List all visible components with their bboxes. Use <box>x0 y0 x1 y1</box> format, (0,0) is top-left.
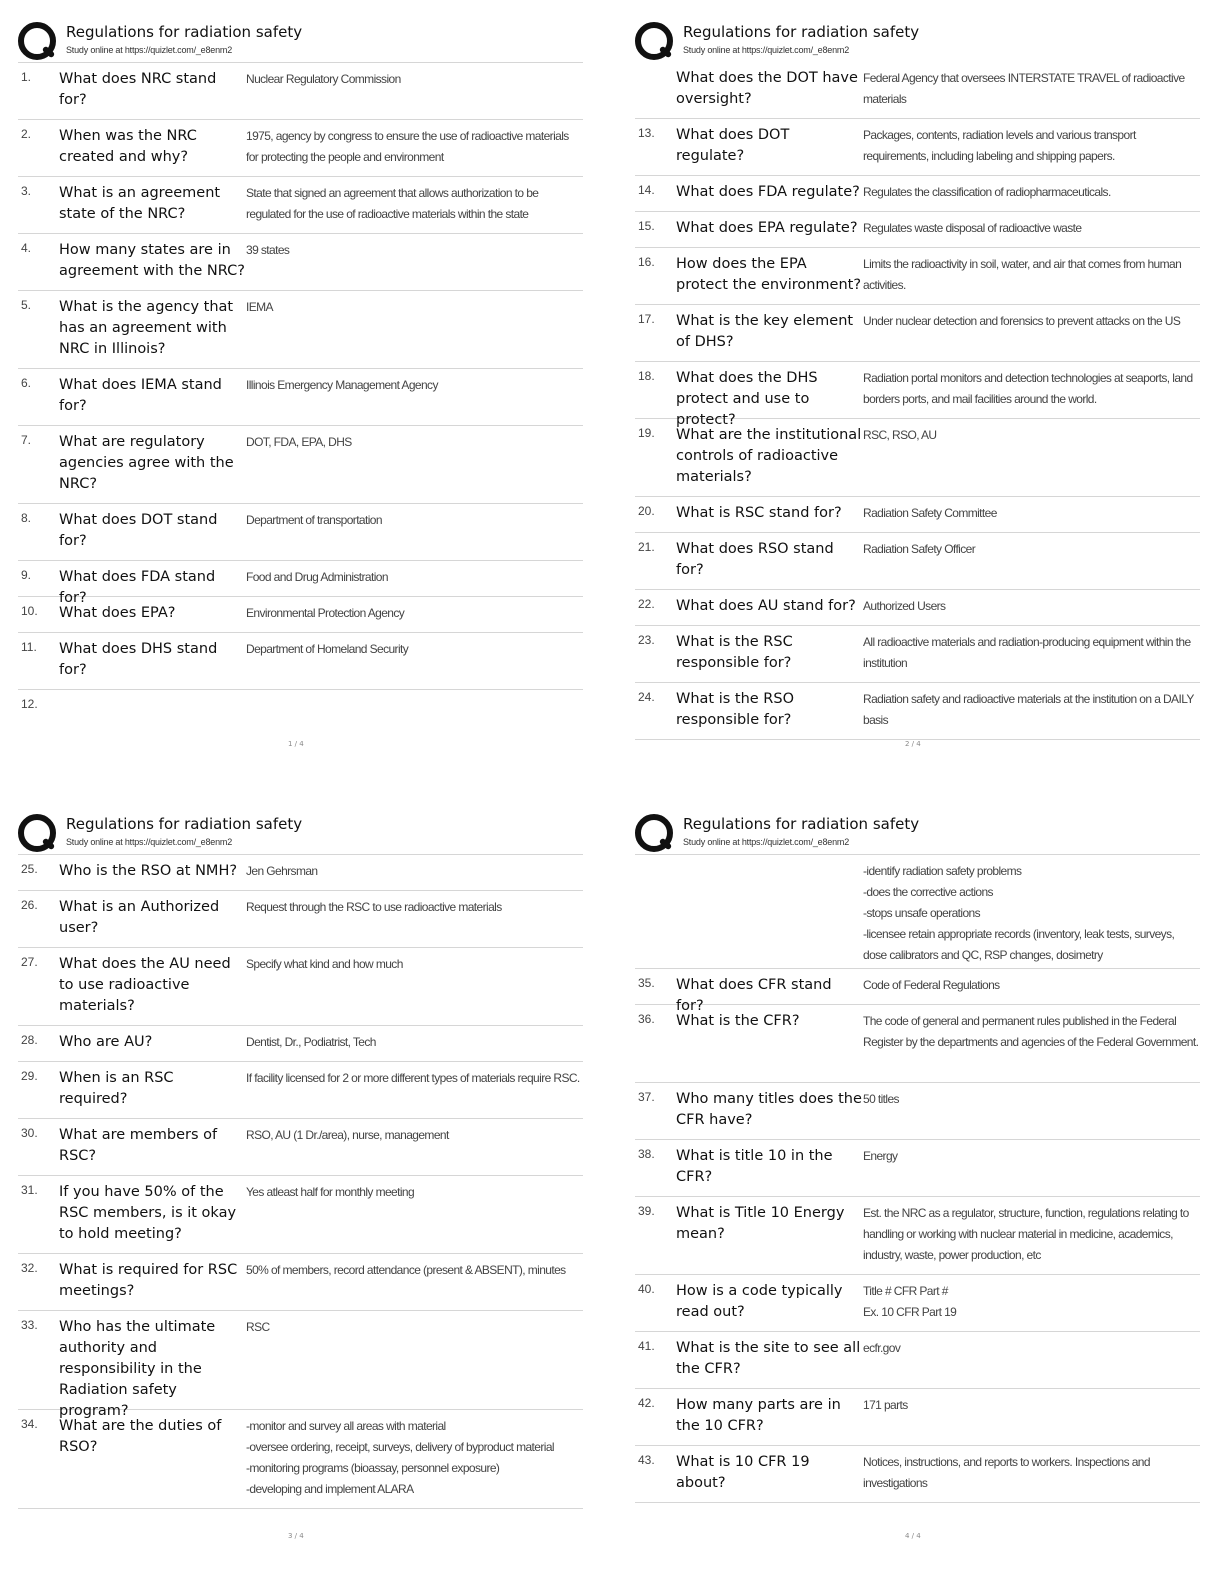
flashcard-row <box>635 626 1200 683</box>
flashcard-row <box>18 504 583 561</box>
card-definition: Federal Agency that oversees INTERSTATE TRAVEL of radioactive materials <box>863 71 1185 106</box>
card-number <box>635 68 676 118</box>
card-definition: 50% of members, record attendance (present & ABSENT), minutes <box>246 1263 566 1277</box>
card-definition: 171 parts <box>863 1398 908 1412</box>
flashcard-row <box>18 177 583 234</box>
flashcard-row <box>18 948 583 1026</box>
card-number: 37. <box>638 1090 655 1104</box>
card-number: 27. <box>21 955 38 969</box>
page-header <box>18 810 583 854</box>
card-definition: Radiation safety and radioactive materials at the institution on a DAILY basis <box>863 692 1194 727</box>
card-term: What does the AU need to use radioactive materials? <box>59 956 231 1014</box>
card-number: 30. <box>21 1126 38 1140</box>
flashcard-row <box>635 590 1200 626</box>
flashcard-row <box>635 1083 1200 1140</box>
card-number: 10. <box>21 604 38 618</box>
card-definition: Est. the NRC as a regulator, structure, function, regulations relating to handling or working with nuclear material in medicine, academics, industry, waste, power production, etc <box>863 1206 1189 1262</box>
card-number: 35. <box>638 976 655 990</box>
card-number: 18. <box>638 369 655 383</box>
card-term: How is a code typically read out? <box>676 1283 843 1320</box>
card-term: What is title 10 in the CFR? <box>676 1148 833 1185</box>
card-term: What is RSC stand for? <box>676 505 842 521</box>
card-number: 5. <box>21 298 32 312</box>
card-definition: Yes atleast half for monthly meeting <box>246 1185 415 1199</box>
page-header <box>635 18 1200 62</box>
flashcard-row <box>18 120 583 177</box>
card-term: What does EPA? <box>59 605 176 621</box>
card-term: When is an RSC required? <box>59 1070 174 1107</box>
flashcard-row <box>635 62 1200 119</box>
card-number: 34. <box>21 1417 38 1431</box>
flashcard-row <box>18 234 583 291</box>
card-number: 2. <box>21 127 32 141</box>
card-definition: 39 states <box>246 243 290 257</box>
card-number: 17. <box>638 312 655 326</box>
card-definition: Title # CFR Part # Ex. 10 CFR Part 19 <box>863 1284 957 1319</box>
card-term <box>676 861 862 968</box>
quizlet-logo-icon <box>18 22 56 60</box>
card-number: 1. <box>21 70 32 84</box>
card-definition: Department of Homeland Security <box>246 642 409 656</box>
flashcard-row <box>635 119 1200 176</box>
flashcard-row <box>18 1254 583 1311</box>
card-number: 26. <box>21 898 38 912</box>
flashcard-row <box>635 683 1200 740</box>
card-definition: Department of transportation <box>246 513 382 527</box>
flashcard-row <box>635 248 1200 305</box>
card-term: Who has the ultimate authority and responsibility in the Radiation safety program? <box>59 1319 216 1419</box>
card-definition: Dentist, Dr., Podiatrist, Tech <box>246 1035 376 1049</box>
card-term: What is the CFR? <box>676 1013 800 1029</box>
card-term: How does the EPA protect the environment? <box>676 256 862 293</box>
card-term: What does DOT stand for? <box>59 512 218 549</box>
flashcard-row <box>635 497 1200 533</box>
card-term: What does the DOT have oversight? <box>676 70 858 107</box>
card-term: What does NRC stand for? <box>59 71 217 108</box>
card-term: What are members of RSC? <box>59 1127 218 1164</box>
card-term: How many states are in agreement with the NRC? <box>59 242 245 279</box>
flashcard-row <box>635 305 1200 362</box>
flashcard-row <box>18 1062 583 1119</box>
card-number: 4. <box>21 241 32 255</box>
card-number: 42. <box>638 1396 655 1410</box>
page-header <box>18 18 583 62</box>
flashcard-row <box>635 1389 1200 1446</box>
card-number <box>635 861 676 968</box>
card-number: 32. <box>21 1261 38 1275</box>
card-number: 13. <box>638 126 655 140</box>
card-number: 16. <box>638 255 655 269</box>
card-term: Who are AU? <box>59 1034 153 1050</box>
card-definition: Illinois Emergency Management Agency <box>246 378 438 392</box>
flashcard-row <box>18 1119 583 1176</box>
card-number: 39. <box>638 1204 655 1218</box>
card-definition: IEMA <box>246 300 273 314</box>
card-definition: Nuclear Regulatory Commission <box>246 72 401 86</box>
page-header <box>635 810 1200 854</box>
flashcard-row <box>18 1311 583 1419</box>
card-definition: The code of general and permanent rules published in the Federal Register by the departments and agencies of the Federal Government. <box>863 1014 1199 1049</box>
flashcard-row <box>18 1410 583 1509</box>
card-definition: Food and Drug Administration <box>246 570 388 584</box>
card-definition: Regulates the classification of radiopharmaceuticals. <box>863 185 1111 199</box>
card-definition <box>245 696 583 730</box>
card-definition: Request through the RSC to use radioactive materials <box>246 900 502 914</box>
card-definition: If facility licensed for 2 or more different types of materials require RSC. <box>246 1071 580 1085</box>
card-term: What is an agreement state of the NRC? <box>59 185 221 222</box>
flashcard-row <box>18 633 583 690</box>
card-term: What is required for RSC meetings? <box>59 1262 238 1299</box>
card-term: What is 10 CFR 19 about? <box>676 1454 810 1491</box>
card-number: 8. <box>21 511 32 525</box>
card-number: 21. <box>638 540 655 554</box>
page-4 <box>635 810 1200 1540</box>
card-term: What does FDA regulate? <box>676 184 860 200</box>
flashcard-row <box>18 1176 583 1254</box>
flashcard-row <box>18 291 583 369</box>
card-term: What does EPA regulate? <box>676 220 858 236</box>
page-number: 1 / 4 <box>288 740 304 748</box>
page-1 <box>18 18 583 748</box>
card-term: What is the RSC responsible for? <box>676 634 793 671</box>
card-term: What is the RSO responsible for? <box>676 691 794 728</box>
card-number: 14. <box>638 183 655 197</box>
card-term: What does DOT regulate? <box>676 127 790 164</box>
card-term: What does the DHS protect and use to protect? <box>676 370 818 428</box>
card-number: 29. <box>21 1069 38 1083</box>
page-2 <box>635 18 1200 748</box>
card-term: What is an Authorized user? <box>59 899 220 936</box>
flashcard-row <box>18 369 583 426</box>
flashcard-row <box>18 561 583 606</box>
flashcard-row <box>18 426 583 504</box>
card-term: What is the agency that has an agreement with NRC in Illinois? <box>59 299 234 357</box>
study-online-link[interactable]: Study online at https://quizlet.com/_e8enm2 <box>66 837 233 847</box>
card-definition: All radioactive materials and radiation-producing equipment within the institution <box>863 635 1191 670</box>
card-definition: Radiation Safety Officer <box>863 542 976 556</box>
flashcard-row <box>635 1005 1200 1083</box>
quizlet-logo-icon <box>18 814 56 852</box>
study-online-link[interactable]: Study online at https://quizlet.com/_e8enm2 <box>66 45 233 55</box>
flashcard-row <box>18 63 583 120</box>
quizlet-logo-icon <box>635 814 673 852</box>
page-3 <box>18 810 583 1540</box>
flashcard-row <box>635 855 1200 969</box>
card-term: What are regulatory agencies agree with the NRC? <box>59 434 234 492</box>
flashcard-row <box>635 419 1200 497</box>
card-definition: Energy <box>863 1149 898 1163</box>
flashcard-row <box>635 212 1200 248</box>
card-number: 19. <box>638 426 655 440</box>
document-title: Regulations for radiation safety <box>683 815 920 833</box>
card-definition: Packages, contents, radiation levels and various transport requirements, including labeling and shipping papers. <box>863 128 1136 163</box>
card-number: 15. <box>638 219 655 233</box>
card-number: 23. <box>638 633 655 647</box>
flashcard-row <box>635 1275 1200 1332</box>
card-term: What are the institutional controls of radioactive materials? <box>676 427 862 485</box>
card-definition: -monitor and survey all areas with material -oversee ordering, receipt, surveys, delivery of byproduct material -monitoring programs (bioassay, personnel exposure) -developing and implement ALARA <box>246 1419 554 1496</box>
card-term: What is Title 10 Energy mean? <box>676 1205 845 1242</box>
flashcard-row <box>635 176 1200 212</box>
document-title: Regulations for radiation safety <box>66 815 303 833</box>
card-number: 40. <box>638 1282 655 1296</box>
card-number: 36. <box>638 1012 655 1026</box>
card-number: 25. <box>21 862 38 876</box>
flashcard-row <box>635 1446 1200 1503</box>
card-term: What does CFR stand for? <box>676 977 832 1014</box>
page-number: 4 / 4 <box>905 1532 921 1540</box>
card-definition: Radiation portal monitors and detection technologies at seaports, land borders ports, and mail facilities around the world. <box>863 371 1193 406</box>
card-definition: DOT, FDA, EPA, DHS <box>246 435 352 449</box>
card-definition: -identify radiation safety problems -does the corrective actions -stops unsafe operations -licensee retain appropriate records (inventory, leak tests, surveys, dose calibrators and QC, RSP changes, dosimetry <box>863 864 1175 962</box>
flashcard-row <box>635 533 1200 590</box>
page-number: 3 / 4 <box>288 1532 304 1540</box>
flashcard-row <box>635 1332 1200 1389</box>
card-number: 31. <box>21 1183 38 1197</box>
card-number: 28. <box>21 1033 38 1047</box>
card-term: What does DHS stand for? <box>59 641 218 678</box>
card-definition: 1975, agency by congress to ensure the use of radioactive materials for protecting the people and environment <box>246 129 569 164</box>
document-title: Regulations for radiation safety <box>683 23 920 41</box>
card-term: When was the NRC created and why? <box>59 128 197 165</box>
card-definition: Notices, instructions, and reports to workers. Inspections and investigations <box>863 1455 1150 1490</box>
quizlet-logo-icon <box>635 22 673 60</box>
card-number: 3. <box>21 184 32 198</box>
card-number: 33. <box>21 1318 38 1332</box>
card-number: 43. <box>638 1453 655 1467</box>
card-term: Who many titles does the CFR have? <box>676 1091 862 1128</box>
card-definition: RSC, RSO, AU <box>863 428 937 442</box>
document-title: Regulations for radiation safety <box>66 23 303 41</box>
card-number: 12. <box>21 697 38 711</box>
card-definition: Authorized Users <box>863 599 946 613</box>
flashcard-row <box>18 1026 583 1062</box>
flashcard-row <box>18 855 583 891</box>
card-term: What is the key element of DHS? <box>676 313 854 350</box>
card-definition: Radiation Safety Committee <box>863 506 997 520</box>
card-list <box>635 62 1200 740</box>
card-number: 7. <box>21 433 32 447</box>
card-definition: RSC <box>246 1320 270 1334</box>
card-term: What does IEMA stand for? <box>59 377 222 414</box>
card-number: 24. <box>638 690 655 704</box>
flashcard-row <box>635 1140 1200 1197</box>
card-definition: Jen Gehrsman <box>246 864 318 878</box>
card-definition: State that signed an agreement that allows authorization to be regulated for the use of radioactive materials within the state <box>246 186 539 221</box>
card-term: What does RSO stand for? <box>676 541 834 578</box>
card-list <box>18 854 583 1509</box>
card-definition: Code of Federal Regulations <box>863 978 1000 992</box>
card-term: If you have 50% of the RSC members, is it okay to hold meeting? <box>59 1184 237 1242</box>
card-term <box>59 696 245 730</box>
card-definition: Specify what kind and how much <box>246 957 403 971</box>
flashcard-row <box>635 969 1200 1014</box>
card-term: How many parts are in the 10 CFR? <box>676 1397 841 1434</box>
page-number: 2 / 4 <box>905 740 921 748</box>
flashcard-row <box>18 597 583 633</box>
card-term: What does FDA stand for? <box>59 569 216 606</box>
study-online-link[interactable]: Study online at https://quizlet.com/_e8enm2 <box>683 837 850 847</box>
card-number: 41. <box>638 1339 655 1353</box>
card-definition: 50 titles <box>863 1092 899 1106</box>
card-definition: Environmental Protection Agency <box>246 606 405 620</box>
card-definition: Under nuclear detection and forensics to prevent attacks on the US <box>863 314 1181 328</box>
card-definition: ecfr.gov <box>863 1341 901 1355</box>
flashcard-row <box>635 362 1200 428</box>
card-number: 6. <box>21 376 32 390</box>
card-definition: RSO, AU (1 Dr./area), nurse, management <box>246 1128 449 1142</box>
flashcard-row <box>635 1197 1200 1275</box>
card-definition: Limits the radioactivity in soil, water, and air that comes from human activities. <box>863 257 1182 292</box>
card-number: 22. <box>638 597 655 611</box>
study-online-link[interactable]: Study online at https://quizlet.com/_e8enm2 <box>683 45 850 55</box>
card-term: What does AU stand for? <box>676 598 856 614</box>
card-number: 11. <box>21 640 37 654</box>
flashcard-row <box>18 690 583 730</box>
card-number: 20. <box>638 504 655 518</box>
card-list <box>18 62 583 730</box>
card-definition: Regulates waste disposal of radioactive waste <box>863 221 1082 235</box>
card-term: What is the site to see all the CFR? <box>676 1340 861 1377</box>
card-list <box>635 854 1200 1503</box>
card-number: 9. <box>21 568 32 582</box>
card-term: Who is the RSO at NMH? <box>59 863 238 879</box>
card-number: 38. <box>638 1147 655 1161</box>
flashcard-row <box>18 891 583 948</box>
card-term: What are the duties of RSO? <box>59 1418 222 1455</box>
